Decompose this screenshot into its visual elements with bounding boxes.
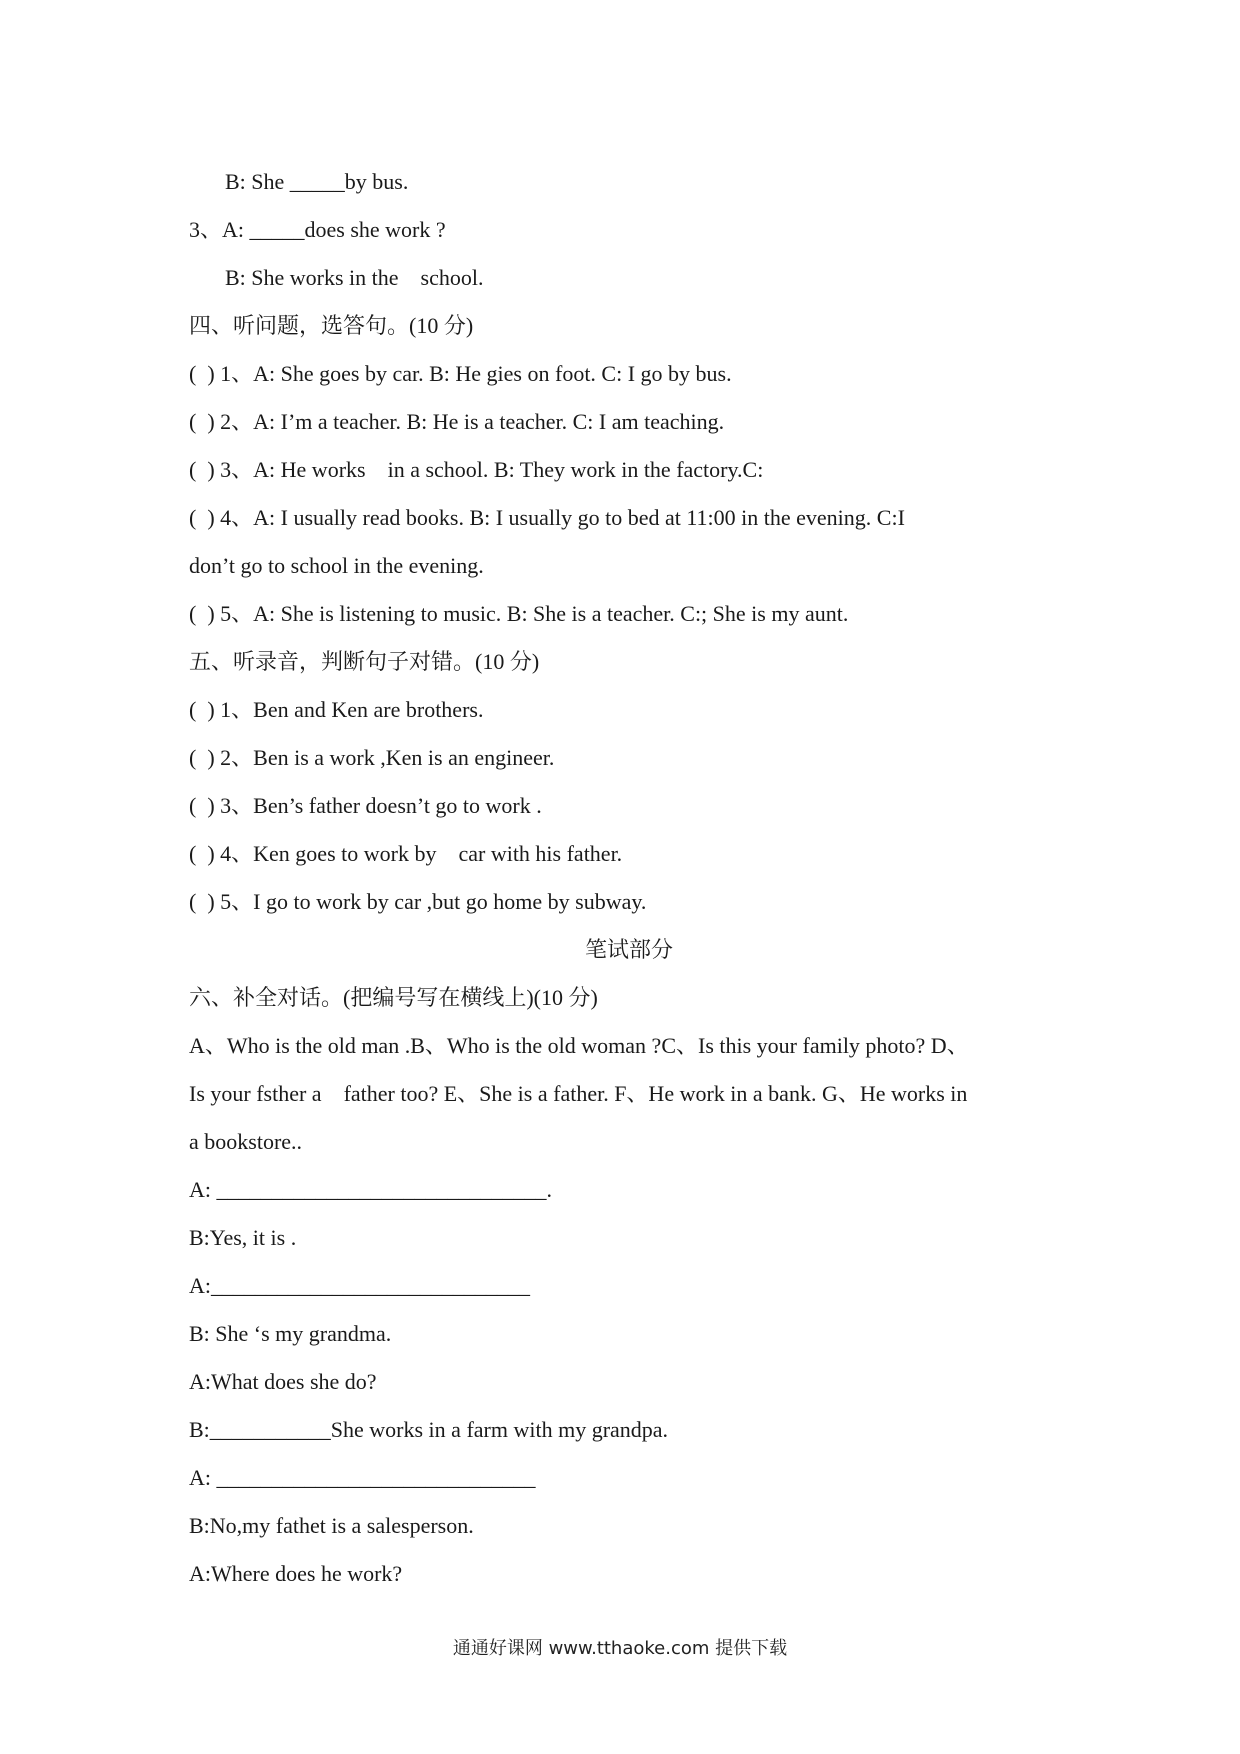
dialog-line: B:Yes, it is . [189, 1225, 297, 1250]
question-line: ( ) 2、A: I’m a teacher. B: He is a teacher. C: I am teaching. [189, 409, 725, 434]
question-line: ( ) 5、I go to work by car ,but go home by subway. [189, 889, 647, 914]
question-line: ( ) 1、Ben and Ken are brothers. [189, 697, 484, 722]
dialog-line: A:_____________________________ [189, 1273, 530, 1298]
question-line: ( ) 5、A: She is listening to music. B: She is a teacher. C:; She is my aunt. [189, 601, 849, 626]
question-line: ( ) 4、Ken goes to work by car with his father. [189, 841, 623, 866]
dialog-line: B: She ‘s my grandma. [189, 1321, 392, 1346]
dialog-line: A: ______________________________. [189, 1177, 552, 1202]
options-line: A、Who is the old man .B、Who is the old woman ?C、Is this your family photo? D、 [189, 1033, 969, 1058]
question-line: ( ) 3、Ben’s father doesn’t go to work . [189, 793, 542, 818]
dialog-line: B: She _____by bus. [225, 169, 409, 194]
section-heading: 四、听问题，选答句。(10 分) [189, 313, 474, 338]
question-line: ( ) 2、Ben is a work ,Ken is an engineer. [189, 745, 555, 770]
section-heading: 六、补全对话。(把编号写在横线上)(10 分) [189, 985, 598, 1010]
dialog-line: A: _____________________________ [189, 1465, 536, 1490]
dialog-line: B:No,my fathet is a salesperson. [189, 1513, 474, 1538]
dialog-line: A:Where does he work? [189, 1561, 403, 1586]
dialog-line: B: She works in the school. [225, 265, 484, 290]
question-line: don’t go to school in the evening. [189, 553, 484, 578]
exam-content [189, 158, 1069, 1598]
question-line: 3、A: _____does she work ? [189, 217, 446, 242]
dialog-line: A:What does she do? [189, 1369, 377, 1394]
part-title: 笔试部分 [584, 937, 673, 962]
section-heading: 五、听录音，判断句子对错。(10 分) [189, 649, 540, 674]
question-line: ( ) 3、A: He works in a school. B: They work in the factory.C: [189, 457, 764, 482]
dialog-line: B:___________She works in a farm with my grandpa. [189, 1417, 669, 1442]
question-line: ( ) 4、A: I usually read books. B: I usually go to bed at 11:00 in the evening. C:I [189, 505, 905, 530]
question-line: ( ) 1、A: She goes by car. B: He gies on foot. C: I go by bus. [189, 361, 732, 386]
footer-text: 通通好课网 www.tthaoke.com 提供下载 [452, 1638, 788, 1659]
options-line: Is your fsther a father too? E、She is a father. F、He work in a bank. G、He works in [189, 1081, 968, 1106]
options-line: a bookstore.. [189, 1129, 303, 1154]
